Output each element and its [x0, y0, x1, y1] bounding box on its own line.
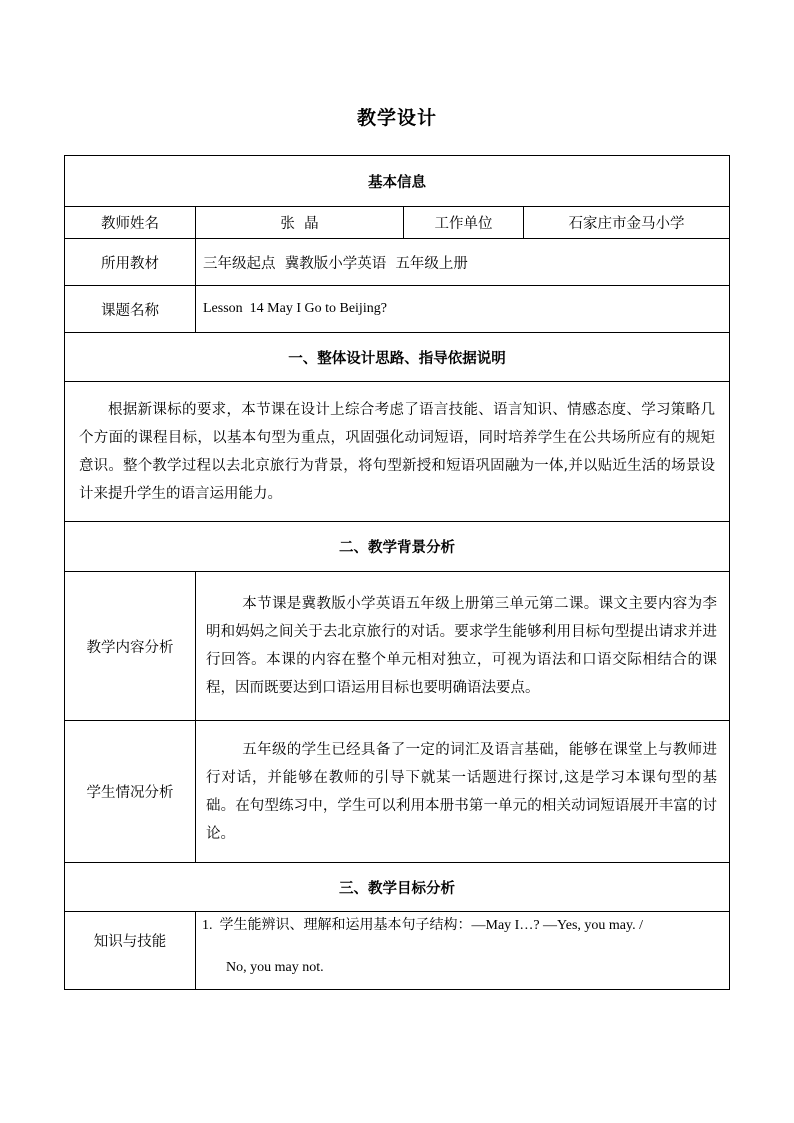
- unit-label: 工作单位: [404, 207, 524, 239]
- section1-header: 一、整体设计思路、指导依据说明: [65, 333, 730, 382]
- section2-header: 二、教学背景分析: [65, 522, 730, 572]
- goal-1-chinese: 学生能辨识、理解和运用基本句子结构：: [219, 917, 472, 933]
- goal-1-continued: No, you may not.: [226, 960, 324, 975]
- textbook-label: 所用教材: [65, 239, 196, 286]
- section1-text: 根据新课标的要求，本节课在设计上综合考虑了语言技能、语言知识、情感态度、学习策略几个方面的课程目标，以基本句型为重点，巩固强化动词短语，同时培养学生在公共场所应有的规矩意识。整个教学过程以去北京旅行为背景，将句型新授和短语巩固融为一体,并以贴近生活的场景设计来提升学生的语言运用能力。: [65, 382, 730, 522]
- lesson-plan-table: [64, 155, 730, 990]
- student-analysis-label: 学生情况分析: [65, 721, 196, 863]
- topic-value: Lesson 14 May I Go to Beijing?: [196, 286, 730, 333]
- unit-value: 石家庄市金马小学: [524, 207, 730, 239]
- goal-1-number: 1.: [202, 918, 213, 933]
- knowledge-label: 知识与技能: [65, 912, 196, 990]
- student-analysis-text: 五年级的学生已经具备了一定的词汇及语言基础，能够在课堂上与教师进行对话，并能够在教师的引导下就某一话题进行探讨,这是学习本课句型的基础。在句型练习中，学生可以利用本册书第一单元的相关动词短语展开丰富的讨论。: [196, 721, 730, 863]
- content-analysis-label: 教学内容分析: [65, 572, 196, 721]
- teacher-label: 教师姓名: [65, 207, 196, 239]
- goal-1: [202, 914, 721, 937]
- textbook-value: 三年级起点 冀教版小学英语 五年级上册: [196, 239, 730, 286]
- goal-1-english: —May I…? —Yes, you may. /: [471, 918, 643, 933]
- section3-header: 三、教学目标分析: [65, 863, 730, 912]
- content-analysis-text: 本节课是冀教版小学英语五年级上册第三单元第二课。课文主要内容为李明和妈妈之间关于去北京旅行的对话。要求学生能够利用目标句型提出请求并进行回答。本课的内容在整个单元相对独立，可视为语法和口语交际相结合的课程，因而既要达到口语运用目标也要明确语法要点。: [196, 572, 730, 721]
- knowledge-goals: [196, 912, 730, 990]
- page-title: 教学设计: [356, 107, 437, 129]
- teacher-value: 张 晶: [196, 207, 404, 239]
- basic-info-header: 基本信息: [65, 156, 730, 207]
- topic-label: 课题名称: [65, 286, 196, 333]
